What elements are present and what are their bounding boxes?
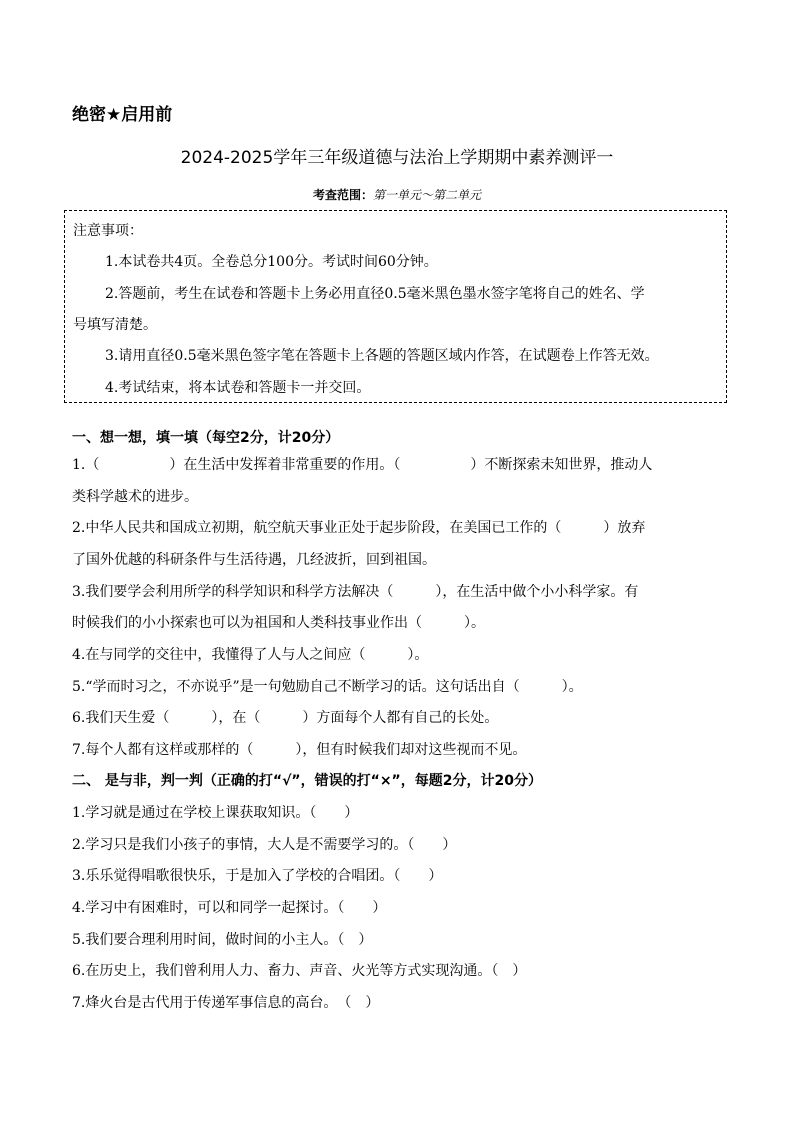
fill-question-7: 7.每个人都有这样或那样的（ ），但有时候我们却对这些视而不见。 xyxy=(72,742,527,758)
judge-question-3: 3.乐乐觉得唱歌很快乐，于是加入了学校的合唱团。（ ） xyxy=(72,868,443,884)
exam-scope xyxy=(0,186,794,204)
fill-question-3-continued: 时候我们的小小探索也可以为祖国和人类科技事业作出（ ）。 xyxy=(72,615,485,631)
notice-item-4: 4.考试结束，将本试卷和答题卡一并交回。 xyxy=(105,380,371,396)
judge-question-1: 1.学习就是通过在学校上课获取知识。（ ） xyxy=(72,805,359,821)
exam-title: 2024-2025学年三年级道德与法治上学期期中素养测评一 xyxy=(180,148,614,168)
notice-item-1: 1.本试卷共4页。全卷总分100分。考试时间60分钟。 xyxy=(105,254,438,270)
section-1-heading: 一、想一想，填一填（每空2分，计20分） xyxy=(72,430,340,446)
fill-question-6: 6.我们天生爱（ ），在（ ）方面每个人都有自己的长处。 xyxy=(72,710,499,726)
fill-question-1-continued: 类科学越术的进步。 xyxy=(72,489,198,505)
fill-question-1: 1.（ ）在生活中发挥着非常重要的作用。（ ）不断探索未知世界，推动人 xyxy=(72,457,653,473)
judge-question-2: 2.学习只是我们小孩子的事情，大人是不需要学习的。（ ） xyxy=(72,837,457,853)
judge-question-4: 4.学习中有困难时，可以和同学一起探讨。（ ） xyxy=(72,900,387,916)
judge-question-6: 6.在历史上，我们曾利用人力、畜力、声音、火光等方式实现沟通。（ ） xyxy=(72,963,527,979)
notice-item-3: 3.请用直径0.5毫米黑色签字笔在答题卡上各题的答题区域内作答，在试题卷上作答无效。 xyxy=(105,348,659,364)
fill-question-3: 3.我们要学会利用所学的科学知识和科学方法解决（ ），在生活中做个小小科学家。有 xyxy=(72,584,639,600)
judge-question-5: 5.我们要合理利用时间，做时间的小主人。（ ） xyxy=(72,932,373,948)
notice-item-2-continued: 号填写清楚。 xyxy=(73,317,157,333)
notice-item-2: 2.答题前，考生在试卷和答题卡上务必用直径0.5毫米黑色墨水签字笔将自己的姓名、学 xyxy=(105,286,645,302)
fill-question-2: 2.中华人民共和国成立初期，航空航天事业正处于起步阶段，在美国已工作的（ ）放弃 xyxy=(72,520,646,536)
fill-question-5: 5.“学而时习之，不亦说乎”是一句勉励自己不断学习的话。这句话出自（ ）。 xyxy=(72,679,583,695)
confidential-label: 绝密★启用前 xyxy=(72,105,173,125)
judge-question-7: 7.烽火台是古代用于传递军事信息的高台。 （ ） xyxy=(72,995,380,1011)
scope-label: 考查范围： xyxy=(312,188,373,202)
notice-box xyxy=(64,210,727,403)
notice-heading: 注意事项： xyxy=(73,223,143,239)
section-2-heading: 二、 是与非，判一判（正确的打“√”，错误的打“×”，每题2分，计20分） xyxy=(72,773,542,789)
fill-question-4: 4.在与同学的交往中，我懂得了人与人之间应（ ）。 xyxy=(72,647,429,663)
scope-value: 第一单元～第二单元 xyxy=(373,188,482,202)
fill-question-2-continued: 了国外优越的科研条件与生活待遇，几经波折，回到祖国。 xyxy=(72,552,436,568)
